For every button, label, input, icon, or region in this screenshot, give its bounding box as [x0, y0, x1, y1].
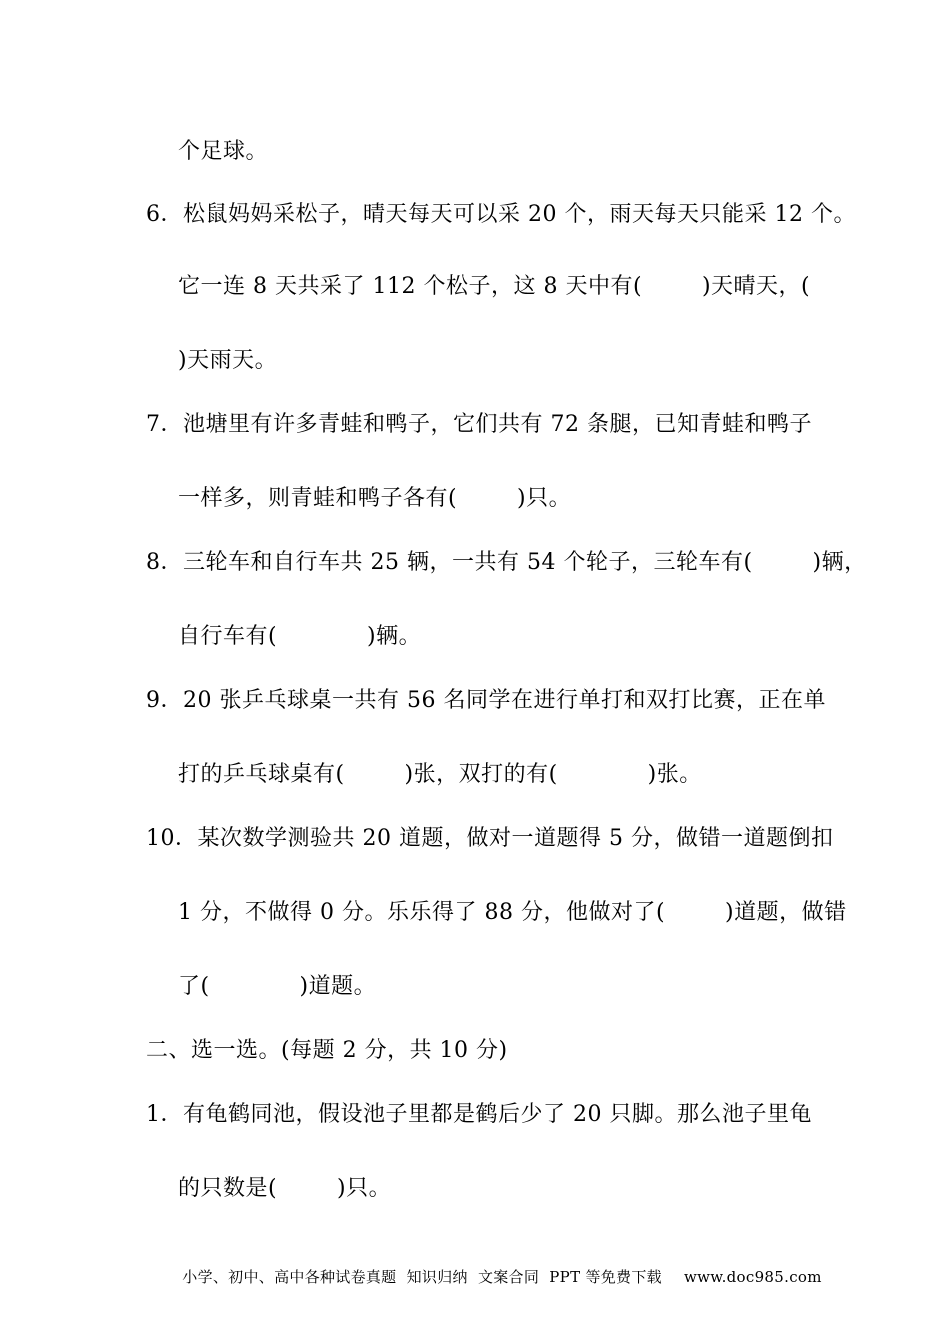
question-8-line-1: 8．三轮车和自行车共 25 辆，一共有 54 个轮子，三轮车有( )辆， — [146, 550, 867, 575]
footer-text: 小学、初中、高中各种试卷真题 知识归纳 文案合同 PPT 等免费下载 — [182, 1268, 662, 1286]
question-7-line-2: 一样多，则青蛙和鸭子各有( )只。 — [178, 486, 572, 511]
question-10-line-1: 10．某次数学测验共 20 道题，做对一道题得 5 分，做错一道题倒扣 — [146, 826, 834, 851]
footer-url[interactable]: www.doc985.com — [683, 1268, 822, 1286]
question-10-line-3: 了( )道题。 — [178, 974, 377, 999]
question-7-line-1: 7．池塘里有许多青蛙和鸭子，它们共有 72 条腿，已知青蛙和鸭子 — [146, 412, 812, 437]
choice-question-1-line-2: 的只数是( )只。 — [178, 1176, 392, 1201]
question-6-line-1: 6．松鼠妈妈采松子，晴天每天可以采 20 个，雨天每天只能采 12 个。 — [146, 202, 856, 227]
page-footer — [162, 1244, 822, 1310]
question-9-line-1: 9．20 张乒乓球桌一共有 56 名同学在进行单打和双打比赛，正在单 — [146, 688, 826, 713]
choice-question-1-line-1: 1．有龟鹤同池，假设池子里都是鹤后少了 20 只脚。那么池子里龟 — [146, 1102, 812, 1127]
question-8-line-2: 自行车有( )辆。 — [178, 624, 422, 649]
question-9-line-2: 打的乒乓球桌有( )张，双打的有( )张。 — [178, 762, 702, 787]
section-heading: 二、选一选。(每题 2 分，共 10 分) — [146, 1038, 508, 1063]
question-10-line-2: 1 分，不做得 0 分。乐乐得了 88 分，他做对了( )道题，做错 — [178, 900, 847, 925]
text-line: 个足球。 — [178, 139, 269, 164]
question-6-line-2: 它一连 8 天共采了 112 个松子，这 8 天中有( )天晴天，( — [178, 274, 811, 299]
question-6-line-3: )天雨天。 — [178, 348, 278, 373]
